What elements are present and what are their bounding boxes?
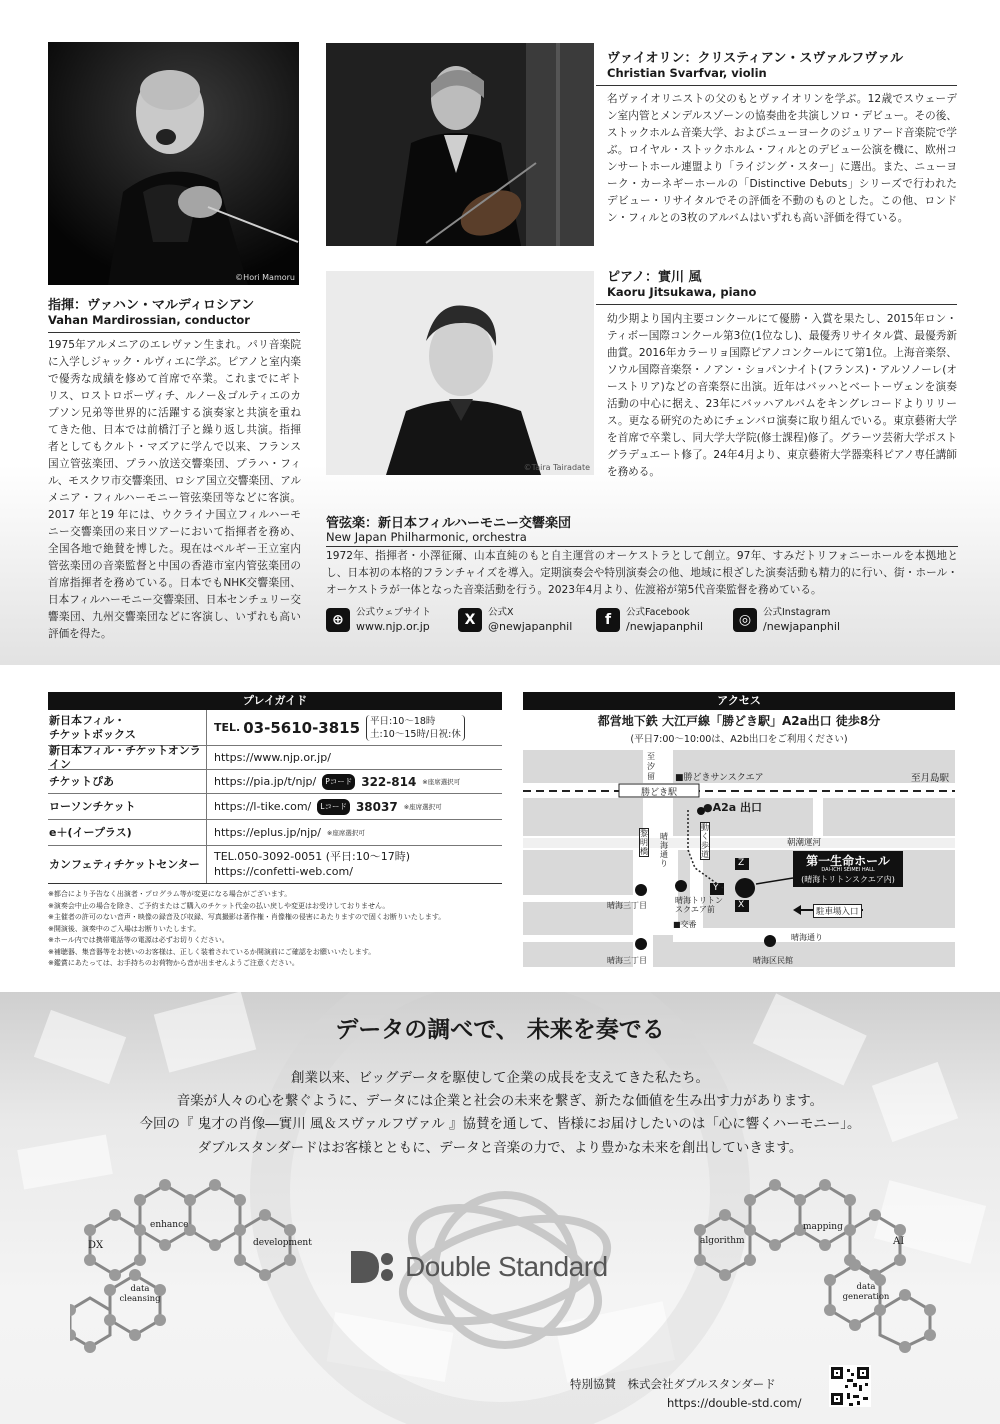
- ds-logo-mark-icon: [349, 1249, 397, 1285]
- note-line: ※鑑賞にあたっては、お手持ちのお荷物から音が出ませんようご注意ください。: [48, 959, 299, 967]
- playguide-label: チケットぴあ: [49, 774, 115, 788]
- playguide-label: ローソンチケット: [49, 799, 136, 813]
- table-row: [48, 770, 502, 794]
- sponsor-message-line: 今回の『 鬼才の肖像―實川 風＆スヴァルフヴァル 』協賛を通して、皆様にお届けしたいのは「心に響くハーモニー」。: [139, 1116, 861, 1132]
- map-label-kachidoki-station: 勝どき駅: [641, 788, 678, 798]
- orchestra-bio: 1972年、指揮者・小澤征爾、山本直純のもと自主運営のオーケストラとして創立。97年、すみだトリフォニーホールを本拠地とし、日本初の本格的フランチャイズを導入。定期演奏会や特別演奏会の他、地域に根ざした演奏活動も精力的に行い、街・ホール・オーケストラが一体となった音楽活動を行う。2023年4月より、佐渡裕が第5代音楽監督を務めている。: [326, 550, 958, 596]
- lcode-value: 38037: [355, 799, 398, 814]
- node-mapping: mapping: [803, 1222, 843, 1232]
- violinist-photo: [326, 43, 594, 246]
- table-row: [48, 710, 502, 746]
- map-label-shiodome: 至 汐留: [647, 752, 655, 781]
- table-row: [48, 846, 502, 884]
- node-data-cleansing: data cleansing: [119, 1284, 161, 1304]
- piano-divider: [596, 304, 957, 305]
- playguide-notes: [48, 889, 508, 970]
- lawson-link[interactable]: https://l-tike.com/: [214, 799, 312, 813]
- node-algorithm: algorithm: [700, 1236, 745, 1246]
- map-label-y: Y: [713, 883, 719, 893]
- social-instagram-label: 公式Instagram: [763, 607, 831, 618]
- social-facebook[interactable]: [596, 603, 703, 637]
- pianist-photo-credit: ©Taira Tairadate: [523, 463, 590, 472]
- qr-code-icon[interactable]: [829, 1365, 871, 1407]
- map-label-a2a-exit: ●A2a 出口: [703, 801, 763, 814]
- social-facebook-value: /newjapanphil: [626, 620, 703, 633]
- sponsor-url[interactable]: https://double-std.com/: [667, 1396, 802, 1410]
- special-sponsor: 特別協賛 株式会社ダブルスタンダード: [570, 1377, 776, 1391]
- table-row: [48, 820, 502, 846]
- social-instagram[interactable]: [733, 603, 840, 637]
- map-label-harumi-street: 晴海通り: [660, 832, 668, 868]
- social-x[interactable]: [458, 603, 572, 637]
- node-development: development: [253, 1238, 312, 1248]
- map-label-sun-square: ■勝どきサンスクエア: [675, 773, 764, 783]
- playguide-label: e＋(イープラス): [49, 825, 132, 839]
- map-label-harumi-3chome: 晴海三丁目: [607, 901, 647, 910]
- molecule-right-graphic: [680, 1170, 940, 1360]
- violin-title-en: Christian Svarfvar, violin: [607, 66, 767, 80]
- note-line: ※ホール内では携帯電話等の電源は必ずお切りください。: [48, 936, 229, 944]
- map-label-x: X: [738, 900, 745, 910]
- molecule-left-graphic: [70, 1170, 330, 1360]
- node-data-generation: data generation: [842, 1282, 890, 1302]
- map-label-triton-square: 晴海トリトン スクエア前: [675, 896, 723, 914]
- note-line: ※補聴器、集音器等をお使いのお客様は、正しく装着されているか開演前にご確認をお願いいたします。: [48, 947, 376, 956]
- map-label-bridge: 黎明橋: [640, 829, 648, 856]
- map-label-hall-name: 第一生命ホール: [806, 854, 890, 868]
- social-x-label: 公式X: [488, 607, 514, 618]
- conductor-photo: [48, 42, 299, 285]
- map-label-hall-name-en: DAI-ICHI SEIMEI HALL: [821, 867, 875, 873]
- note-line: ※演奏会中止の場合を除き、ご予約またはご購入のチケット代金の払い戻しや変更はお受けしておりません。: [48, 901, 390, 910]
- playguide-label: 新日本フィル・ チケットボックス: [49, 713, 136, 741]
- pcode-badge: Pコード: [322, 774, 355, 790]
- social-instagram-value: /newjapanphil: [763, 620, 840, 633]
- qr-code-graphic: [829, 1365, 871, 1407]
- pia-link[interactable]: https://pia.jp/t/njp/: [214, 774, 317, 788]
- map-label-asashio-canal: 朝潮運河: [787, 838, 822, 848]
- orchestra-title-en: New Japan Philharmonic, orchestra: [326, 530, 527, 544]
- map-label-hall-sub: (晴海トリトンスクエア内): [801, 875, 895, 884]
- globe-icon: ⊕: [326, 608, 350, 632]
- sponsor-slogan: データの調べで、 未来を奏でる: [335, 1017, 665, 1043]
- node-ai: AI: [893, 1236, 905, 1247]
- logo-text: Double Standard: [405, 1251, 608, 1282]
- double-standard-logo: [349, 1249, 608, 1285]
- seat-note: ※座席選択可: [403, 802, 442, 811]
- note-line: ※開演後、演奏中のご入場はお断りいたします。: [48, 924, 201, 933]
- piano-bio: 幼少期より国内主要コンクールにて優勝・入賞を果たし、2015年ロン・ティボー国際コンクール第3位(1位なし)、最優秀リサイタル賞、最優秀新曲賞。2016年カラーリョ国際ピアノコンクールにて第1位。上海音楽祭、ソウル国際音楽祭・ノアン・ショパンナイト(フランス)・アルソノーレ(オーストリア)などの音楽祭に出演。近年はバッハとベートーヴェンを演奏活動の中心に据え、23年にバッハアルバムをキングレコードよりリリース。更なる研究のためにチェンバロ演奏に取り組んでいる。東京藝術大学を首席で卒業し、同大学大学院(修士課程)修了。グラーツ芸術大学ポストグラデュエート修了。24年4月より、東京藝術大学器楽科ピアノ専任講師を務める。: [607, 313, 957, 478]
- tel-prefix: TEL.: [214, 720, 241, 734]
- note-line: ※主催者の許可のない音声・映像の録音及び収録、写真撮影は著作権・肖像権の侵害にあたりますので固くお断りいたします。: [48, 913, 446, 921]
- social-website-label: 公式ウェブサイト: [356, 607, 431, 618]
- table-row: [48, 743, 502, 771]
- sponsor-message-line: 創業以来、ビッグデータを駆使して企業の成長を支えてきた私たち。: [291, 1070, 709, 1086]
- social-website-value: www.njp.or.jp: [356, 620, 430, 633]
- table-row: [48, 794, 502, 820]
- eplus-link[interactable]: https://eplus.jp/njp/: [214, 825, 321, 839]
- access-subtitle: (平日7:00～10:00は、A2b出口をご利用ください): [630, 734, 848, 745]
- map-label-harumi-street-2: 晴海通り: [791, 933, 823, 942]
- conductor-title-en: Vahan Mardirossian, conductor: [48, 313, 250, 327]
- map-label-moving-walkway: 動く歩道: [701, 823, 709, 859]
- map-label-harumi-3chome-2: 晴海三丁目: [607, 956, 647, 965]
- note-line: ※都合により予告なく出演者・プログラム等が変更になる場合がございます。: [48, 890, 292, 898]
- conductor-title-ja: 指揮：ヴァハン・マルディロシアン: [48, 298, 255, 313]
- instagram-icon: ◎: [733, 608, 757, 632]
- seat-note: ※座席選択可: [422, 777, 461, 786]
- playguide-header: プレイガイド: [48, 692, 502, 710]
- facebook-icon: f: [596, 608, 620, 632]
- map-label-tsukishima: 至月島駅: [911, 773, 950, 784]
- conductor-bio: 1975年アルメニアのエレヴァン生まれ。パリ音楽院に入学しジャック・ルヴィエに学ぶ。ピアノと室内楽で優秀な成績を修めて首席で卒業。これまでにギトリス、ロストロポーヴィチ、ルノー＆ゴルティエのカプソン兄弟等世界的に活躍する演奏家と共演を重ねてきた他、日本では前橋汀子と繰り返し共演。指揮者としてもクルト・マズアに学んで以来、フランス国立管弦楽団、プラハ放送交響楽団、プラハ・フィル、モスクワ市交響楽団、ロシア国立交響楽団、アルメニア・フィルハーモニー管弦楽団等などに客演。2017 年と19 年には、ウクライナ国立フィルハーモニー交響楽団の来日ツアーにおいて指揮者を務め、全国各地で絶賛を博した。現在はベルギー王立室内管弦楽団の音楽監督と中国の香港市室内管弦楽団の首席指揮者を務めている。日本でもNHK交響楽団、日本フィルハーモニー交響楽団、日本センチュリー交響楽団、九州交響楽団などに客演し、いずれも高い評価を得た。: [48, 339, 301, 640]
- piano-title-ja: ピアノ：實川 風: [607, 270, 702, 285]
- conductor-divider: [48, 332, 300, 333]
- violin-bio: 名ヴァイオリニストの父のもとヴァイオリンを学ぶ。12歳でスウェーデン室内管とメンデルスゾーンの協奏曲を共演しソロ・デビュー。その後、ストックホルム音楽大学、およびニューヨークのジュリアード音楽院で学ぶ。ロイヤル・ストックホルム・フィルとのデビュー公演を機に、欧州コンサートホール連盟より「ライジング・スター」に選出。また、ニューヨーク・カーネギーホールの「Distinctive Debuts」シリーズで行われたデビュー・リサイタルでその評価を不動のものとした。この他、ロンドン・フィルとの3枚のアルバムはいずれも高い評価を得ている。: [607, 93, 957, 224]
- playguide-label: 新日本フィル・チケットオンライン: [49, 743, 201, 771]
- pcode-value: 322-814: [361, 774, 417, 789]
- social-facebook-label: 公式Facebook: [626, 607, 690, 618]
- ticketbox-hours: 平日:10～18時 土:10～15時/日祝:休: [366, 715, 465, 741]
- violin-divider: [596, 85, 957, 86]
- map-label-z: Z: [738, 858, 745, 868]
- map-label-koban: ■交番: [673, 920, 697, 929]
- access-header: アクセス: [523, 692, 955, 710]
- social-x-value: @newjapanphil: [488, 620, 573, 633]
- pianist-photo: [326, 271, 594, 475]
- orchestra-divider: [326, 546, 958, 547]
- conductor-photo-credit: ©Hori Mamoru: [235, 273, 295, 282]
- map-label-parking: 駐車場入口: [813, 904, 862, 918]
- access-title: 都営地下鉄 大江戸線「勝どき駅」A2a出口 徒歩8分: [597, 714, 881, 728]
- sponsor-message-line: ダブルスタンダードはお客様とともに、データと音楽の力で、より豊かな未来を創出していきます。: [197, 1140, 803, 1156]
- node-enhance: enhance: [150, 1220, 189, 1230]
- social-website[interactable]: [326, 603, 431, 637]
- x-icon: X: [458, 608, 482, 632]
- confetti-link[interactable]: https://confetti-web.com/: [214, 865, 353, 878]
- access-map: [523, 750, 955, 967]
- lcode-badge: Lコード: [317, 799, 350, 815]
- playguide-label: カンフェティチケットセンター: [49, 857, 200, 871]
- confetti-phone[interactable]: TEL.050-3092-0051 (平日:10～17時): [214, 850, 410, 863]
- orchestra-title-ja: 管弦楽：新日本フィルハーモニー交響楽団: [326, 516, 572, 531]
- sponsor-message-line: 音楽が人々の心を繋ぐように、データには企業と社会の未来を繋ぎ、新たな価値を生み出す力があります。: [176, 1093, 824, 1109]
- node-dx: DX: [88, 1240, 104, 1251]
- ticketbox-phone[interactable]: 03-5610-3815: [243, 718, 361, 737]
- map-label-kuminkan: 晴海区民館: [753, 956, 793, 965]
- seat-note: ※座席選択可: [326, 828, 365, 837]
- violin-title-ja: ヴァイオリン：クリスティアン・スヴァルフヴァル: [607, 51, 904, 66]
- njp-online-link[interactable]: https://www.njp.or.jp/: [214, 750, 331, 764]
- piano-title-en: Kaoru Jitsukawa, piano: [607, 285, 757, 299]
